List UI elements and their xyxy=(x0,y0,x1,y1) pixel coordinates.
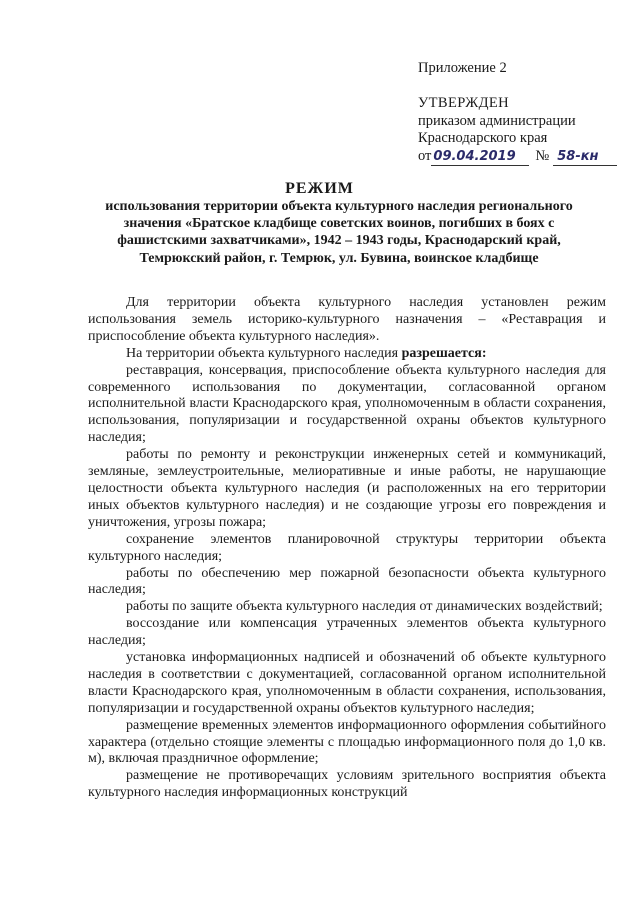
list-item: размещение не противоречащих условиям зрительного восприятия объекта культурного наследия информационных конструкций xyxy=(88,768,606,801)
order-date: 09.04.2019 xyxy=(431,148,529,167)
order-reference xyxy=(418,148,617,167)
list-item: реставрация, консервация, приспособление объекта культурного наследия для современного использования по документации, согласованной органом исполнительной власти Краснодарского края, уполномоченным в области сохранения, использования, популяризации и государственной охраны объектов культурного наследия; xyxy=(88,362,606,446)
list-item: сохранение элементов планировочной структуры территории объекта культурного наследия; xyxy=(88,531,606,564)
approved-by-line-1: приказом администрации xyxy=(418,112,576,129)
annex-label: Приложение 2 xyxy=(418,60,507,76)
list-item: установка информационных надписей и обозначений об объекте культурного наследия в соответствии с документацией, согласованной органом исполнительной власти Краснодарского края, уполномоченным в области сохранения, использования, популяризации и государственной охраны объектов культурного наследия; xyxy=(88,650,606,716)
approved-by-line-2: Краснодарского края xyxy=(418,130,548,146)
document-title: РЕЖИМ xyxy=(285,180,354,197)
list-item: работы по обеспечению мер пожарной безопасности объекта культурного наследия; xyxy=(88,565,606,598)
list-item: работы по ремонту и реконструкции инженерных сетей и коммуникаций, земляные, землеустроительные, мелиоративные и иные работы, не нарушающие целостности объекта культурного наследия (и расположенных на его территории иных объектов культурного наследия) и не создающие угрозы его повреждения и уничтожения, угрозы пожара; xyxy=(88,447,606,530)
list-item: воссоздание или компенсация утраченных элементов объекта культурного наследия; xyxy=(88,616,606,649)
document-body xyxy=(88,295,606,802)
list-item: работы по защите объекта культурного наследия от динамических воздействий; xyxy=(126,599,603,615)
permitted-word: разрешается: xyxy=(401,345,487,361)
approval-stamp xyxy=(418,95,617,166)
list-item: размещение временных элементов информационного оформления событийного характера (отдельно стоящие элементы с площадью информационного поля до 1,0 кв. м), включая праздничное оформление; xyxy=(88,717,606,767)
approved-heading: УТВЕРЖДЕН xyxy=(418,95,510,111)
document-subtitle: использования территории объекта культурного наследия регионального значения «Братское кладбище советских воинов, погибших в боях с фашистскими захватчиками», 1942 – 1943 годы, Краснодарский край, Темрюкский район, г. Темрюк, ул. Бувина, воинское кладбище xyxy=(105,199,573,266)
permitted-heading xyxy=(88,346,606,363)
intro-paragraph: Для территории объекта культурного наследия установлен режим использования земель историко-культурного назначения – «Реставрация и приспособление объекта культурного наследия». xyxy=(88,295,606,344)
order-from-label: от xyxy=(418,147,432,164)
permitted-intro-text: На территории объекта культурного наследия xyxy=(126,345,399,361)
order-number-label: № xyxy=(535,147,550,164)
order-number: 58-кн xyxy=(553,148,617,167)
